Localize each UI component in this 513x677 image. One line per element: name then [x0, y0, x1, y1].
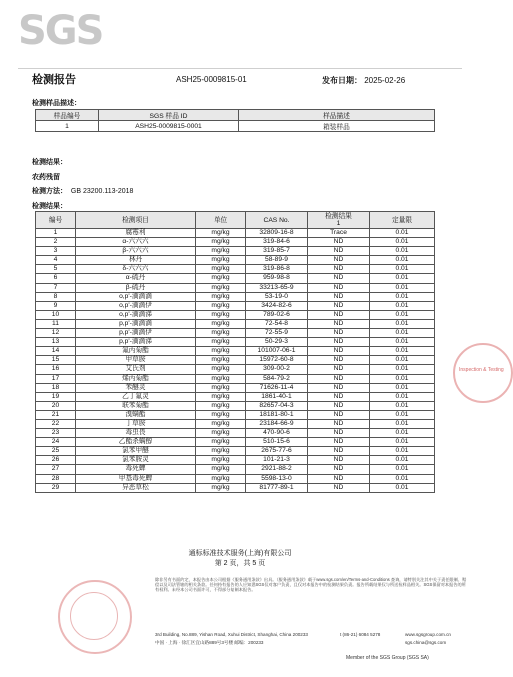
table-cell: ND — [308, 447, 370, 456]
table-row — [36, 392, 435, 401]
table-cell: 烯丙菊酯 — [76, 374, 196, 383]
table-row — [36, 456, 435, 465]
table-cell: mg/kg — [196, 410, 246, 419]
table-row — [36, 347, 435, 356]
table-cell: 789-02-6 — [246, 310, 308, 319]
table-cell: p,p'-滴滴滴 — [76, 319, 196, 328]
report-title: 检测报告 — [32, 74, 76, 86]
table-cell: ND — [308, 301, 370, 310]
table-cell: ND — [308, 438, 370, 447]
table-cell: 20 — [36, 401, 76, 410]
table-cell: 0.01 — [370, 447, 435, 456]
website: www.sgsgroup.com.cn — [405, 632, 451, 637]
table-cell: 1 — [36, 229, 76, 238]
table-cell: 16 — [36, 365, 76, 374]
table-cell: ND — [308, 274, 370, 283]
report-number: ASH25-0009815-01 — [176, 75, 247, 84]
table-cell: 15972-60-8 — [246, 356, 308, 365]
table-cell: 319-85-7 — [246, 247, 308, 256]
table-cell: Trace — [308, 229, 370, 238]
table-cell: 6 — [36, 274, 76, 283]
table-cell: o,p'-滴滴伊 — [76, 301, 196, 310]
table-row — [36, 438, 435, 447]
table-cell: 32809-16-8 — [246, 229, 308, 238]
table-cell: ND — [308, 365, 370, 374]
table-cell: 联苯菊酯 — [76, 401, 196, 410]
table-cell: 毒死蜱 — [76, 465, 196, 474]
table-cell: 0.01 — [370, 329, 435, 338]
table-cell: 9 — [36, 301, 76, 310]
table-cell: 艾氏剂 — [76, 365, 196, 374]
table-cell: 319-86-8 — [246, 265, 308, 274]
table-row — [36, 483, 435, 492]
table-cell: 23 — [36, 429, 76, 438]
date-label: 发布日期： — [322, 76, 362, 85]
table-cell: 0.01 — [370, 465, 435, 474]
date-value: 2025-02-26 — [364, 76, 406, 85]
table-cell: β-六六六 — [76, 247, 196, 256]
table-cell: mg/kg — [196, 347, 246, 356]
table-cell: 50-29-3 — [246, 338, 308, 347]
col-loq: 定量限 — [370, 212, 435, 229]
table-cell: 0.01 — [370, 238, 435, 247]
table-cell: 溴螨酯 — [76, 410, 196, 419]
table-cell: 0.01 — [370, 383, 435, 392]
table-cell: 82657-04-3 — [246, 401, 308, 410]
results-table-heading: 检测结果： — [32, 203, 67, 210]
table-cell: mg/kg — [196, 356, 246, 365]
table-cell: 58-89-9 — [246, 256, 308, 265]
table-cell: 319-84-6 — [246, 238, 308, 247]
table-cell: 0.01 — [370, 456, 435, 465]
table-cell: 29 — [36, 483, 76, 492]
table-cell: 72-55-9 — [246, 329, 308, 338]
table-cell: 0.01 — [370, 256, 435, 265]
table-cell: ND — [308, 465, 370, 474]
results-subheading: 农药残留 — [32, 174, 60, 181]
table-cell: 林丹 — [76, 256, 196, 265]
table-cell: 0.01 — [370, 301, 435, 310]
header-divider — [18, 68, 462, 69]
table-row — [36, 374, 435, 383]
table-cell: 甲草胺 — [76, 356, 196, 365]
table-cell: ND — [308, 256, 370, 265]
table-row — [36, 401, 435, 410]
sample-col-id: SGS 样品 ID — [99, 110, 239, 121]
table-cell: α-硫丹 — [76, 274, 196, 283]
table-cell: mg/kg — [196, 447, 246, 456]
table-cell: mg/kg — [196, 292, 246, 301]
table-cell: 氯苯胺灵 — [76, 456, 196, 465]
address-cn: 中国 · 上海 · 徐汇区宜山路889号3号楼 邮编：200233 — [155, 640, 264, 645]
table-cell: ND — [308, 329, 370, 338]
table-cell: 氯苯甲醚 — [76, 447, 196, 456]
table-cell: mg/kg — [196, 383, 246, 392]
table-row — [36, 292, 435, 301]
table-cell: ND — [308, 265, 370, 274]
stamp-text: Inspection & Testing — [459, 367, 504, 373]
footer-company: 通标标准技术服务(上海)有限公司 — [188, 550, 292, 557]
table-cell: 470-90-6 — [246, 429, 308, 438]
table-cell: 959-98-8 — [246, 274, 308, 283]
table-cell: mg/kg — [196, 483, 246, 492]
table-cell: 101-21-3 — [246, 456, 308, 465]
table-cell: p,p'-滴滴涕 — [76, 338, 196, 347]
table-row — [36, 329, 435, 338]
table-row — [36, 229, 435, 238]
table-cell: 510-15-6 — [246, 438, 308, 447]
table-row — [36, 429, 435, 438]
table-row — [36, 256, 435, 265]
table-row — [36, 356, 435, 365]
table-row — [36, 283, 435, 292]
table-cell: mg/kg — [196, 229, 246, 238]
table-cell: ND — [308, 474, 370, 483]
sgs-logo: SGS — [18, 8, 103, 54]
table-row — [36, 274, 435, 283]
table-cell: mg/kg — [196, 247, 246, 256]
table-row — [36, 383, 435, 392]
table-cell: 14 — [36, 347, 76, 356]
table-cell: 0.01 — [370, 374, 435, 383]
table-cell: 21 — [36, 410, 76, 419]
table-cell: β-硫丹 — [76, 283, 196, 292]
table-cell: 2921-88-2 — [246, 465, 308, 474]
table-cell: mg/kg — [196, 419, 246, 428]
table-cell: ND — [308, 238, 370, 247]
table-row — [36, 447, 435, 456]
table-cell: ND — [308, 347, 370, 356]
table-cell: 2 — [36, 238, 76, 247]
table-cell: 0.01 — [370, 247, 435, 256]
table-row — [36, 247, 435, 256]
table-cell: ND — [308, 483, 370, 492]
table-cell: mg/kg — [196, 465, 246, 474]
table-cell: ND — [308, 419, 370, 428]
table-cell: 17 — [36, 374, 76, 383]
company-seal-inner-icon — [70, 592, 118, 640]
table-cell: 0.01 — [370, 392, 435, 401]
method-line — [32, 186, 133, 196]
table-cell: 0.01 — [370, 438, 435, 447]
table-cell: mg/kg — [196, 365, 246, 374]
table-cell: 72-54-8 — [246, 319, 308, 328]
sample-heading: 检测样品描述： — [32, 100, 81, 107]
table-cell: mg/kg — [196, 310, 246, 319]
table-cell: mg/kg — [196, 283, 246, 292]
table-cell: 10 — [36, 310, 76, 319]
table-cell: ND — [308, 338, 370, 347]
results-body — [36, 229, 435, 493]
phone: t (86-21) 6084 5278 — [340, 632, 381, 637]
table-cell: mg/kg — [196, 474, 246, 483]
email: sgs.china@sgs.com — [405, 640, 447, 645]
table-cell: mg/kg — [196, 301, 246, 310]
table-cell: 乙丁氟灵 — [76, 392, 196, 401]
table-cell: ND — [308, 392, 370, 401]
table-cell: mg/kg — [196, 265, 246, 274]
table-cell: ND — [308, 319, 370, 328]
table-cell: 丁草胺 — [76, 419, 196, 428]
table-cell: 0.01 — [370, 429, 435, 438]
table-cell: ND — [308, 383, 370, 392]
method-label: 检测方法： — [32, 188, 67, 195]
table-cell: 25 — [36, 447, 76, 456]
table-cell: ND — [308, 247, 370, 256]
col-result: 检测结果 1 — [308, 212, 370, 229]
table-cell: ND — [308, 456, 370, 465]
sample-row — [36, 121, 435, 132]
table-cell: 33213-65-9 — [246, 283, 308, 292]
table-row — [36, 365, 435, 374]
table-cell: δ-六六六 — [76, 265, 196, 274]
table-cell: 101007-06-1 — [246, 347, 308, 356]
table-cell: 氟丙菊酯 — [76, 347, 196, 356]
table-cell: 毒虫畏 — [76, 429, 196, 438]
table-cell: 15 — [36, 356, 76, 365]
sample-cell: ASH25-0009815-0001 — [99, 121, 239, 132]
table-cell: mg/kg — [196, 438, 246, 447]
table-cell: 19 — [36, 392, 76, 401]
table-cell: 腐霉利 — [76, 229, 196, 238]
table-cell: α-六六六 — [76, 238, 196, 247]
sample-cell: 1 — [36, 121, 99, 132]
table-cell: ND — [308, 374, 370, 383]
table-cell: o,p'-滴滴滴 — [76, 292, 196, 301]
table-cell: 0.01 — [370, 292, 435, 301]
table-cell: 309-00-2 — [246, 365, 308, 374]
table-cell: ND — [308, 356, 370, 365]
table-cell: 0.01 — [370, 283, 435, 292]
table-cell: 3 — [36, 247, 76, 256]
table-row — [36, 419, 435, 428]
col-cas: CAS No. — [246, 212, 308, 229]
table-cell: 0.01 — [370, 347, 435, 356]
address-en: 3rd Building, No.889, Yishan Road, Xuhui District, Shanghai, China 200233 — [155, 632, 308, 637]
table-row — [36, 410, 435, 419]
table-cell: mg/kg — [196, 319, 246, 328]
table-cell: 1861-40-1 — [246, 392, 308, 401]
fine-print: 除非另有书面约定，本报告由本公司根据《服务通用条款》出具。（服务通用条款》载于www.sgs.com/en/Terms-and-Conditions 查询，请特别关注其中关于责任限制、赔偿以及司法管辖的相关条款。任何持有报告的人应知悉SGS仅对客户负责，且仅对本报告中的检测结果负责。报告所载结果仅与所送检样品相关。SGS保留对本报告的所有权利。未经本公司书面许可，不得部分复制本报告。 — [155, 577, 467, 593]
table-cell: 0.01 — [370, 483, 435, 492]
table-cell: 7 — [36, 283, 76, 292]
inspection-stamp-icon — [453, 343, 513, 403]
table-cell: ND — [308, 283, 370, 292]
table-cell: 0.01 — [370, 265, 435, 274]
col-item: 检测项目 — [76, 212, 196, 229]
method-value: GB 23200.113-2018 — [70, 188, 134, 195]
table-cell: ND — [308, 310, 370, 319]
table-cell: 28 — [36, 474, 76, 483]
table-cell: 乙酯杀螨醇 — [76, 438, 196, 447]
table-cell: 0.01 — [370, 274, 435, 283]
table-cell: 24 — [36, 438, 76, 447]
table-cell: 8 — [36, 292, 76, 301]
table-cell: 53-19-0 — [246, 292, 308, 301]
table-row — [36, 238, 435, 247]
table-cell: 5598-13-0 — [246, 474, 308, 483]
table-cell: 2675-77-6 — [246, 447, 308, 456]
table-cell: ND — [308, 410, 370, 419]
table-cell: 13 — [36, 338, 76, 347]
table-row — [36, 265, 435, 274]
table-cell: mg/kg — [196, 338, 246, 347]
table-cell: 3424-82-6 — [246, 301, 308, 310]
sample-table — [35, 109, 435, 132]
table-cell: 0.01 — [370, 401, 435, 410]
table-cell: mg/kg — [196, 401, 246, 410]
table-cell: 584-79-2 — [246, 374, 308, 383]
table-cell: p,p'-滴滴伊 — [76, 329, 196, 338]
table-cell: 0.01 — [370, 356, 435, 365]
col-no: 编号 — [36, 212, 76, 229]
sample-col-desc: 样品描述 — [239, 110, 435, 121]
table-cell: ND — [308, 292, 370, 301]
table-cell: mg/kg — [196, 374, 246, 383]
table-cell: 0.01 — [370, 410, 435, 419]
results-table — [35, 211, 435, 493]
table-cell: 异恶草松 — [76, 483, 196, 492]
footer-page-number: 第 2 页，共 5 页 — [214, 560, 266, 567]
table-row — [36, 310, 435, 319]
table-cell: 0.01 — [370, 419, 435, 428]
report-date — [322, 75, 405, 86]
sample-col-no: 样品编号 — [36, 110, 99, 121]
table-cell: 26 — [36, 456, 76, 465]
table-cell: mg/kg — [196, 456, 246, 465]
table-cell: ND — [308, 401, 370, 410]
member-line: Member of the SGS Group (SGS SA) — [346, 655, 429, 661]
table-cell: 23184-66-9 — [246, 419, 308, 428]
table-cell: 5 — [36, 265, 76, 274]
sample-cell: 箱装样品 — [239, 121, 435, 132]
table-cell: 0.01 — [370, 319, 435, 328]
table-row — [36, 338, 435, 347]
table-cell: 0.01 — [370, 365, 435, 374]
table-cell: mg/kg — [196, 392, 246, 401]
table-cell: 4 — [36, 256, 76, 265]
table-cell: 22 — [36, 419, 76, 428]
table-row — [36, 319, 435, 328]
table-cell: 71626-11-4 — [246, 383, 308, 392]
table-cell: 12 — [36, 329, 76, 338]
table-cell: 0.01 — [370, 338, 435, 347]
table-cell: 18 — [36, 383, 76, 392]
table-cell: 苯醚灵 — [76, 383, 196, 392]
table-cell: mg/kg — [196, 238, 246, 247]
table-row — [36, 301, 435, 310]
table-cell: 18181-80-1 — [246, 410, 308, 419]
table-cell: 0.01 — [370, 474, 435, 483]
results-heading: 检测结果： — [32, 159, 67, 166]
table-cell: 11 — [36, 319, 76, 328]
table-cell: mg/kg — [196, 329, 246, 338]
table-cell: mg/kg — [196, 274, 246, 283]
table-cell: 甲基毒死蜱 — [76, 474, 196, 483]
table-cell: 0.01 — [370, 310, 435, 319]
table-cell: 27 — [36, 465, 76, 474]
table-cell: mg/kg — [196, 256, 246, 265]
table-cell: 0.01 — [370, 229, 435, 238]
table-cell: mg/kg — [196, 429, 246, 438]
table-row — [36, 465, 435, 474]
table-cell: 81777-89-1 — [246, 483, 308, 492]
table-row — [36, 474, 435, 483]
table-cell: o,p'-滴滴涕 — [76, 310, 196, 319]
table-cell: ND — [308, 429, 370, 438]
col-unit: 单位 — [196, 212, 246, 229]
